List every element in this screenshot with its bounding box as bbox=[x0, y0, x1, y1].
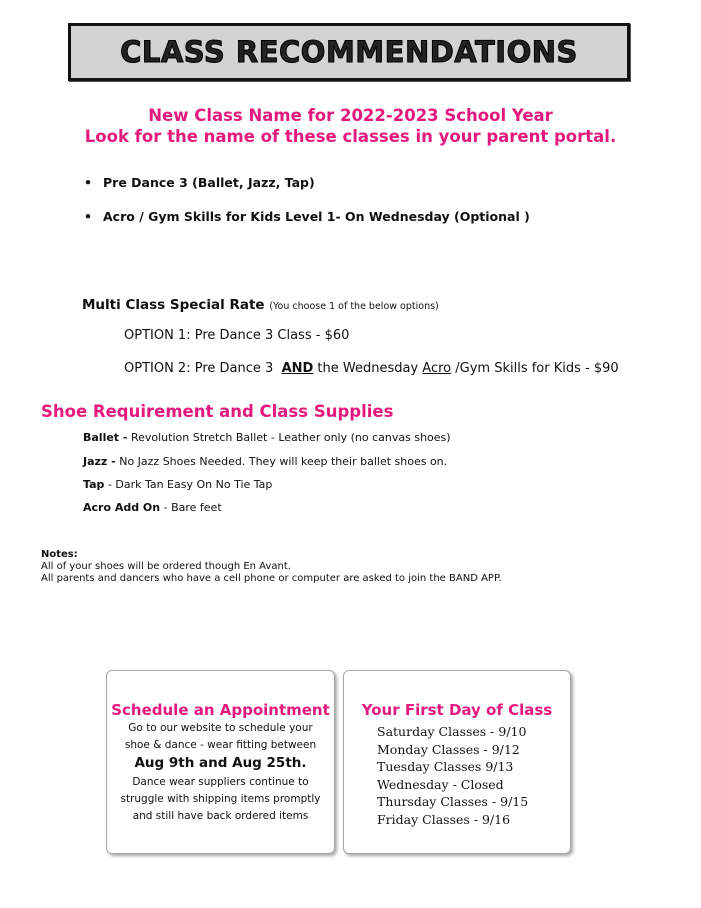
notes-section bbox=[41, 549, 502, 585]
shoe-label: Acro Add On bbox=[83, 501, 161, 514]
appointment-dates: Aug 9th and Aug 25th. bbox=[134, 755, 307, 771]
shoe-heading: Shoe Requirement and Class Supplies bbox=[41, 402, 394, 421]
shoe-label: Jazz - bbox=[83, 455, 116, 468]
page-title: CLASS RECOMMENDATIONS bbox=[120, 35, 578, 69]
shoe-text: Revolution Stretch Ballet - Leather only (no canvas shoes) bbox=[127, 431, 451, 444]
shoe-item-jazz bbox=[83, 455, 447, 468]
option-2-suffix: /Gym Skills for Kids - $90 bbox=[451, 361, 619, 376]
shoe-item-ballet bbox=[83, 431, 451, 444]
option-1: OPTION 1: Pre Dance 3 Class - $60 bbox=[124, 328, 350, 343]
subtitle-line-2: Look for the name of these classes in your parent portal. bbox=[84, 127, 617, 146]
shoe-label: Tap bbox=[83, 478, 105, 491]
notes-line-2: All parents and dancers who have a cell phone or computer are asked to join the BAND APP. bbox=[41, 573, 502, 584]
first-day-item: Monday Classes - 9/12 bbox=[377, 741, 520, 757]
appointment-heading: Schedule an Appointment bbox=[111, 701, 330, 719]
option-2-prefix: OPTION 2: Pre Dance 3 bbox=[124, 361, 278, 376]
shoe-item-tap bbox=[83, 478, 272, 491]
multi-class-title: Multi Class Special Rate bbox=[82, 297, 265, 313]
title-banner bbox=[68, 23, 630, 81]
subtitle-line-1: New Class Name for 2022-2023 School Year bbox=[148, 106, 553, 125]
first-day-item: Friday Classes - 9/16 bbox=[377, 811, 511, 827]
appointment-line-4: struggle with shipping items promptly bbox=[120, 793, 321, 805]
option-2-mid: the Wednesday bbox=[313, 361, 423, 376]
appointment-line-1: Go to our website to schedule your bbox=[128, 722, 313, 734]
notes-heading: Notes: bbox=[41, 549, 78, 560]
first-day-item: Thursday Classes - 9/15 bbox=[377, 794, 529, 809]
multi-class-heading bbox=[82, 297, 439, 313]
shoe-text: - Bare feet bbox=[160, 501, 222, 514]
first-day-card bbox=[343, 670, 571, 854]
class-list bbox=[84, 175, 530, 243]
notes-line-1: All of your shoes will be ordered though En Avant. bbox=[41, 561, 291, 572]
first-day-list bbox=[377, 723, 570, 828]
first-day-item: Saturday Classes - 9/10 bbox=[377, 724, 527, 739]
first-day-item: Wednesday - Closed bbox=[377, 776, 504, 792]
shoe-label: Ballet - bbox=[83, 431, 128, 444]
first-day-heading: Your First Day of Class bbox=[361, 701, 553, 719]
shoe-text: - Dark Tan Easy On No Tie Tap bbox=[104, 478, 273, 491]
option-2 bbox=[124, 361, 619, 376]
appointment-line-2: shoe & dance - wear fitting between bbox=[124, 739, 317, 751]
option-2-acro: Acro bbox=[422, 361, 452, 376]
appointment-card bbox=[106, 670, 335, 854]
shoe-item-acro bbox=[83, 501, 222, 514]
appointment-line-5: and still have back ordered items bbox=[132, 810, 309, 822]
shoe-text: No Jazz Shoes Needed. They will keep their ballet shoes on. bbox=[115, 455, 448, 468]
appointment-line-3: Dance wear suppliers continue to bbox=[132, 776, 309, 788]
class-item-pre-dance: • Pre Dance 3 (Ballet, Jazz, Tap) bbox=[84, 175, 530, 209]
class-item-acro: • Acro / Gym Skills for Kids Level 1- On Wednesday (Optional ) bbox=[84, 209, 530, 243]
multi-class-note: (You choose 1 of the below options) bbox=[269, 301, 439, 312]
first-day-item: Tuesday Classes 9/13 bbox=[377, 759, 514, 774]
option-2-and: AND bbox=[281, 361, 314, 376]
